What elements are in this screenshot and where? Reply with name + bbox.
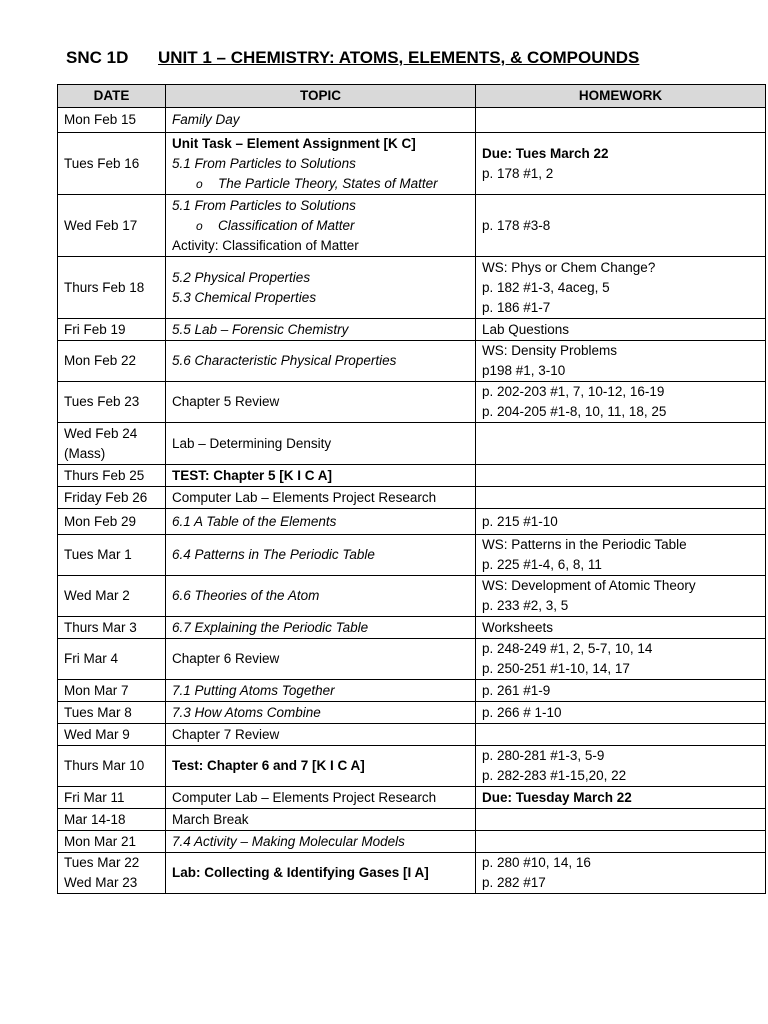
homework-text: Lab Questions: [482, 321, 570, 337]
homework-cell: [476, 257, 766, 319]
topic-text: Lab: Collecting & Identifying Gases [I A]: [172, 865, 429, 880]
topic-text: o The Particle Theory, States of Matter: [172, 174, 469, 194]
topic-text: Family Day: [172, 112, 240, 127]
topic-text: Computer Lab – Elements Project Research: [172, 789, 437, 805]
topic-text: Unit Task – Element Assignment [K C]: [172, 135, 416, 151]
topic-cell: [166, 680, 476, 702]
homework-text: p. 266 # 1-10: [482, 704, 562, 720]
homework-text: p198 #1, 3-10: [482, 363, 566, 378]
date-text: Mon Mar 21: [64, 833, 137, 849]
date-text: Wed Feb 17: [64, 217, 138, 233]
topic-cell: [166, 487, 476, 509]
topic-cell: [166, 509, 476, 535]
topic-text: 5.5 Lab – Forensic Chemistry: [172, 321, 349, 337]
topic-text: Chapter 5 Review: [172, 394, 280, 409]
date-cell: [58, 853, 166, 894]
homework-column-header: HOMEWORK: [476, 85, 766, 108]
homework-cell: [476, 382, 766, 423]
table-row: [58, 639, 766, 680]
date-text: Mon Feb 22: [64, 353, 137, 368]
homework-text: Due: Tuesday March 22: [482, 789, 632, 805]
topic-text: 5.1 From Particles to Solutions: [172, 155, 356, 171]
table-row: [58, 853, 766, 894]
topic-text: TEST: Chapter 5 [K I C A]: [172, 467, 333, 483]
date-cell: [58, 195, 166, 257]
homework-cell: [476, 465, 766, 487]
unit-title: UNIT 1 – CHEMISTRY: ATOMS, ELEMENTS, & COMPOUNDS: [158, 48, 640, 67]
date-cell: [58, 746, 166, 787]
date-cell: [58, 133, 166, 195]
date-cell: [58, 831, 166, 853]
topic-text: 7.3 How Atoms Combine: [172, 704, 321, 720]
table-row: [58, 535, 766, 576]
homework-text: Worksheets: [482, 619, 554, 635]
homework-text: WS: Development of Atomic Theory: [482, 578, 696, 593]
homework-text: p. 215 #1-10: [482, 513, 558, 529]
topic-text: 5.3 Chemical Properties: [172, 289, 317, 305]
topic-cell: [166, 535, 476, 576]
table-row: [58, 465, 766, 487]
table-row: [58, 787, 766, 809]
topic-text: 6.7 Explaining the Periodic Table: [172, 619, 369, 635]
homework-cell: [476, 787, 766, 809]
course-code: SNC 1D: [66, 48, 129, 67]
homework-cell: [476, 133, 766, 195]
date-text: Thurs Mar 10: [64, 758, 145, 773]
date-cell: [58, 108, 166, 133]
homework-cell: [476, 746, 766, 787]
homework-text: p. 178 #3-8: [482, 217, 551, 233]
date-cell: [58, 639, 166, 680]
homework-text: p. 204-205 #1-8, 10, 11, 18, 25: [482, 404, 667, 419]
table-header-row: [58, 85, 766, 108]
topic-text: Chapter 6 Review: [172, 651, 280, 666]
homework-cell: [476, 195, 766, 257]
table-row: [58, 831, 766, 853]
topic-text: March Break: [172, 811, 249, 827]
topic-cell: [166, 133, 476, 195]
date-cell: [58, 724, 166, 746]
topic-cell: [166, 257, 476, 319]
table-row: [58, 382, 766, 423]
topic-cell: [166, 702, 476, 724]
date-text: Tues Mar 22: [64, 855, 140, 870]
topic-text: o Classification of Matter: [172, 216, 469, 236]
topic-cell: [166, 108, 476, 133]
date-cell: [58, 617, 166, 639]
date-column-header: DATE: [58, 85, 166, 108]
date-cell: [58, 487, 166, 509]
date-text: Wed Feb 24: [64, 425, 138, 441]
homework-cell: [476, 702, 766, 724]
date-text: Mar 14-18: [64, 811, 126, 827]
homework-text: p. 182 #1-3, 4aceg, 5: [482, 279, 610, 295]
topic-cell: [166, 195, 476, 257]
date-text: Thurs Feb 18: [64, 279, 145, 295]
date-text: Thurs Mar 3: [64, 619, 137, 635]
date-text: Fri Feb 19: [64, 321, 126, 337]
topic-text: 5.2 Physical Properties: [172, 269, 311, 285]
table-row: [58, 724, 766, 746]
topic-cell: [166, 746, 476, 787]
homework-cell: [476, 639, 766, 680]
homework-cell: [476, 617, 766, 639]
schedule-table: [57, 84, 766, 894]
topic-text: 7.1 Putting Atoms Together: [172, 682, 335, 698]
topic-text: 5.6 Characteristic Physical Properties: [172, 353, 397, 368]
homework-text: p. 280 #10, 14, 16: [482, 855, 591, 870]
homework-text: p. 186 #1-7: [482, 299, 551, 315]
homework-text: WS: Density Problems: [482, 343, 618, 358]
table-row: [58, 576, 766, 617]
topic-cell: [166, 423, 476, 465]
homework-cell: [476, 341, 766, 382]
topic-text: 5.1 From Particles to Solutions: [172, 197, 356, 213]
table-row: [58, 746, 766, 787]
homework-text: p. 282-283 #1-15,20, 22: [482, 768, 627, 783]
date-text: Wed Mar 23: [64, 875, 138, 890]
topic-cell: [166, 319, 476, 341]
homework-cell: [476, 108, 766, 133]
homework-text: p. 261 #1-9: [482, 682, 551, 698]
topic-cell: [166, 382, 476, 423]
date-text: Mon Feb 29: [64, 513, 137, 529]
date-cell: [58, 341, 166, 382]
date-text: Fri Mar 4: [64, 651, 118, 666]
table-row: [58, 319, 766, 341]
topic-text: 7.4 Activity – Making Molecular Models: [172, 833, 405, 849]
table-row: [58, 617, 766, 639]
table-row: [58, 809, 766, 831]
table-row: [58, 487, 766, 509]
topic-cell: [166, 853, 476, 894]
table-row: [58, 423, 766, 465]
homework-cell: [476, 576, 766, 617]
date-text: (Mass): [64, 445, 106, 461]
date-text: Wed Mar 9: [64, 726, 130, 742]
homework-cell: [476, 535, 766, 576]
homework-cell: [476, 724, 766, 746]
date-text: Wed Mar 2: [64, 588, 130, 603]
homework-text: p. 178 #1, 2: [482, 165, 554, 181]
date-text: Friday Feb 26: [64, 489, 148, 505]
homework-text: p. 280-281 #1-3, 5-9: [482, 748, 605, 763]
topic-cell: [166, 576, 476, 617]
homework-cell: [476, 809, 766, 831]
topic-text: 6.4 Patterns in The Periodic Table: [172, 547, 375, 562]
homework-cell: [476, 831, 766, 853]
homework-cell: [476, 423, 766, 465]
homework-text: WS: Patterns in the Periodic Table: [482, 537, 687, 552]
date-text: Fri Mar 11: [64, 789, 125, 805]
table-row: [58, 108, 766, 133]
date-text: Thurs Feb 25: [64, 467, 145, 483]
homework-text: p. 250-251 #1-10, 14, 17: [482, 661, 630, 676]
topic-text: Test: Chapter 6 and 7 [K I C A]: [172, 758, 365, 773]
topic-column-header: TOPIC: [166, 85, 476, 108]
topic-cell: [166, 787, 476, 809]
table-row: [58, 133, 766, 195]
date-text: Tues Mar 1: [64, 547, 132, 562]
date-cell: [58, 535, 166, 576]
date-text: Tues Mar 8: [64, 704, 132, 720]
topic-cell: [166, 831, 476, 853]
homework-text: WS: Phys or Chem Change?: [482, 259, 656, 275]
date-cell: [58, 809, 166, 831]
homework-cell: [476, 509, 766, 535]
topic-cell: [166, 617, 476, 639]
table-row: [58, 509, 766, 535]
topic-cell: [166, 465, 476, 487]
homework-text: p. 233 #2, 3, 5: [482, 598, 569, 613]
date-cell: [58, 257, 166, 319]
homework-text: p. 225 #1-4, 6, 8, 11: [482, 557, 602, 572]
topic-text: Chapter 7 Review: [172, 726, 280, 742]
homework-cell: [476, 680, 766, 702]
homework-cell: [476, 853, 766, 894]
topic-text: Computer Lab – Elements Project Research: [172, 489, 437, 505]
topic-text: 6.6 Theories of the Atom: [172, 588, 320, 603]
date-cell: [58, 319, 166, 341]
homework-cell: [476, 487, 766, 509]
date-text: Mon Feb 15: [64, 112, 137, 127]
topic-text: 6.1 A Table of the Elements: [172, 513, 337, 529]
date-text: Tues Feb 23: [64, 394, 140, 409]
date-cell: [58, 787, 166, 809]
date-cell: [58, 702, 166, 724]
table-row: [58, 341, 766, 382]
homework-text: p. 282 #17: [482, 875, 546, 890]
date-cell: [58, 509, 166, 535]
date-cell: [58, 576, 166, 617]
date-cell: [58, 382, 166, 423]
table-row: [58, 257, 766, 319]
topic-cell: [166, 341, 476, 382]
topic-text: Activity: Classification of Matter: [172, 237, 359, 253]
table-row: [58, 702, 766, 724]
homework-cell: [476, 319, 766, 341]
date-cell: [58, 423, 166, 465]
date-cell: [58, 465, 166, 487]
topic-cell: [166, 639, 476, 680]
topic-cell: [166, 724, 476, 746]
date-text: Mon Mar 7: [64, 682, 129, 698]
homework-text: Due: Tues March 22: [482, 145, 609, 161]
homework-text: p. 202-203 #1, 7, 10-12, 16-19: [482, 384, 665, 399]
table-row: [58, 680, 766, 702]
topic-text: Lab – Determining Density: [172, 435, 332, 451]
homework-text: p. 248-249 #1, 2, 5-7, 10, 14: [482, 641, 653, 656]
topic-cell: [166, 809, 476, 831]
date-text: Tues Feb 16: [64, 155, 140, 171]
table-row: [58, 195, 766, 257]
date-cell: [58, 680, 166, 702]
